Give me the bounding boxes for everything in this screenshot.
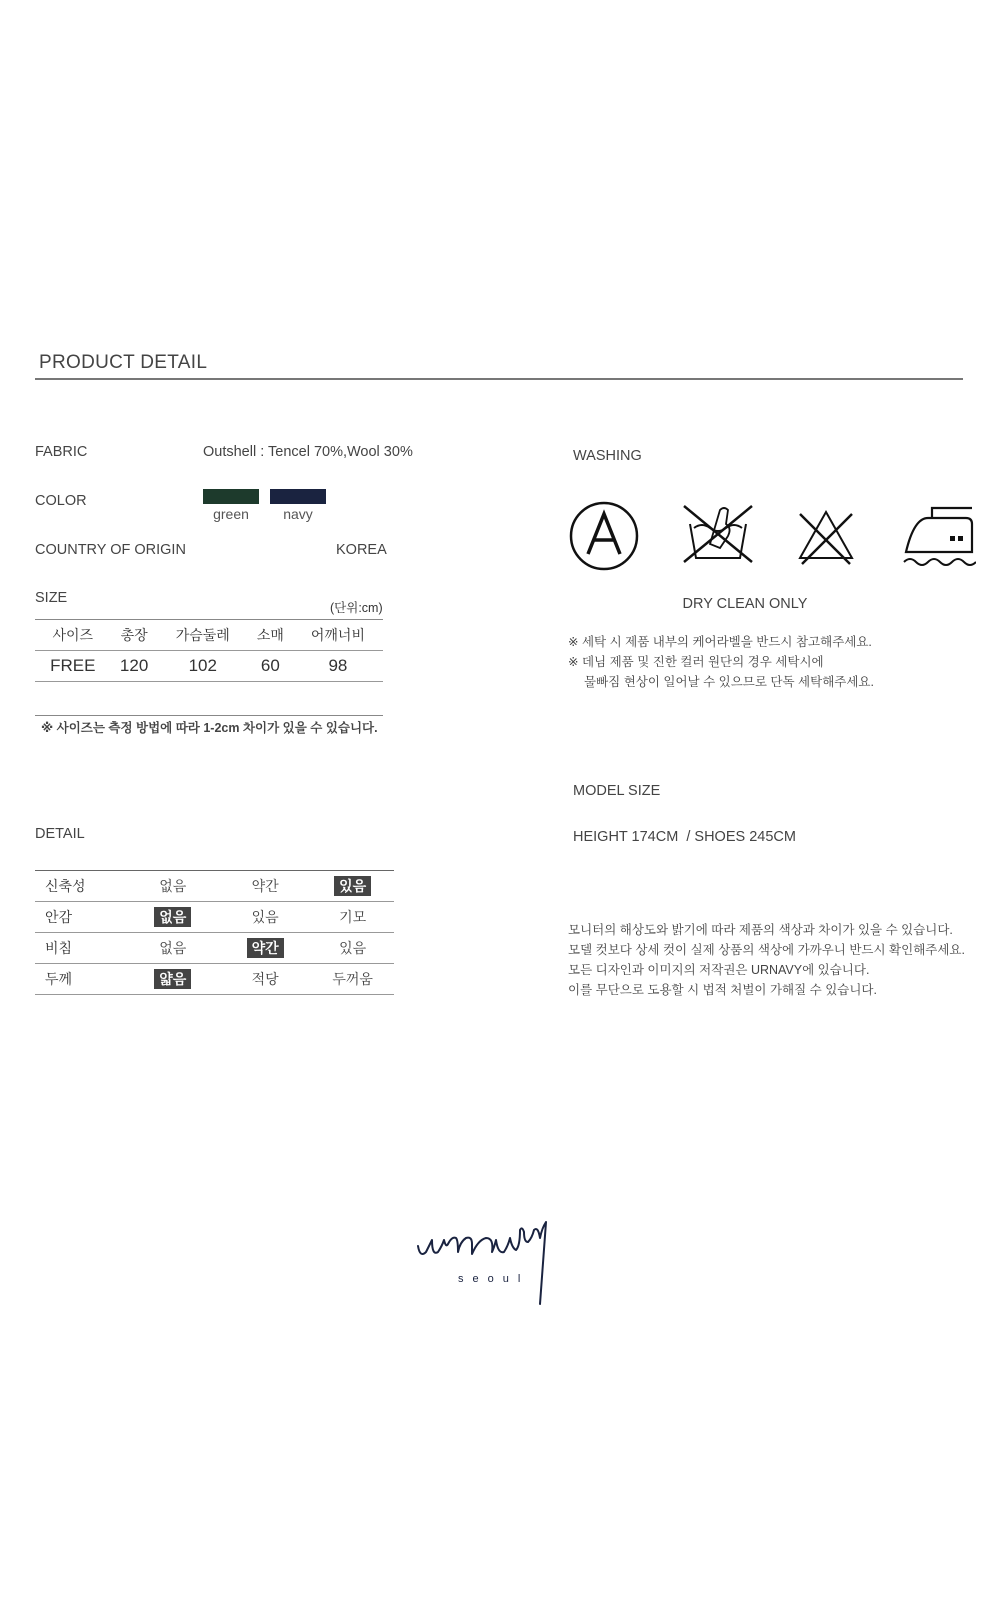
size-cell: 120: [111, 651, 158, 682]
disclaimer-line: 이를 무단으로 도용할 시 법적 처벌이 가해질 수 있습니다.: [568, 983, 877, 997]
disclaimer-line: 모든 디자인과 이미지의 저작권은 URNAVY에 있습니다.: [568, 963, 870, 977]
size-header: 어깨너비: [293, 620, 383, 651]
detail-option: 두꺼움: [332, 971, 373, 987]
detail-row-label: 두께: [35, 964, 127, 995]
dry-clean-a-icon: [568, 500, 640, 572]
washing-label: WASHING: [573, 448, 642, 464]
size-label: SIZE: [35, 590, 68, 606]
detail-option: 있음: [339, 940, 367, 956]
no-hand-wash-icon: [682, 500, 754, 572]
color-swatch-green: [203, 489, 259, 504]
origin-label: COUNTRY OF ORIGIN: [35, 542, 186, 558]
size-cell: 98: [293, 651, 383, 682]
color-label: COLOR: [35, 493, 87, 509]
washing-note: ※ 세탁 시 제품 내부의 케어라벨을 반드시 참고해주세요.: [568, 635, 872, 649]
detail-option: 기모: [339, 909, 367, 925]
page-title: PRODUCT DETAIL: [39, 352, 208, 373]
size-cell: FREE: [35, 651, 111, 682]
washing-instruction: DRY CLEAN ONLY: [682, 596, 808, 612]
detail-option: 있음: [251, 909, 279, 925]
model-size-value: HEIGHT 174CM / SHOES 245CM: [573, 829, 796, 845]
size-header: 가슴둘레: [158, 620, 248, 651]
table-row: [35, 933, 394, 964]
washing-note: ※ 데님 제품 및 진한 컬러 원단의 경우 세탁시에: [568, 655, 824, 669]
color-swatch-label: green: [213, 506, 249, 522]
size-table: [35, 619, 383, 682]
size-header: 총장: [111, 620, 158, 651]
size-cell: 102: [158, 651, 248, 682]
detail-row-label: 안감: [35, 902, 127, 933]
fabric-label: FABRIC: [35, 444, 88, 460]
iron-low-icon: [902, 500, 976, 572]
table-row: [35, 651, 383, 682]
size-unit: (단위:cm): [330, 601, 383, 615]
detail-option: 없음: [154, 907, 191, 927]
detail-option: 약간: [247, 938, 284, 958]
no-bleach-icon: [790, 500, 862, 572]
model-size-label: MODEL SIZE: [573, 783, 661, 799]
detail-option: 없음: [159, 878, 187, 894]
detail-option: 있음: [334, 876, 371, 896]
disclaimer-line: 모델 컷보다 상세 컷이 실제 상품의 색상에 가까우니 반드시 확인해주세요.: [568, 943, 965, 957]
urnavy-logo: [414, 1218, 564, 1314]
washing-note: 물빠짐 현상이 일어날 수 있으므로 단독 세탁해주세요.: [584, 675, 874, 689]
origin-value: KOREA: [336, 542, 387, 558]
size-cell: 60: [248, 651, 293, 682]
detail-label: DETAIL: [35, 826, 85, 842]
detail-option: 없음: [159, 940, 187, 956]
title-divider: [35, 378, 963, 380]
size-header: 소매: [248, 620, 293, 651]
detail-row-label: 비침: [35, 933, 127, 964]
table-row: [35, 964, 394, 995]
color-swatch-label: navy: [283, 506, 313, 522]
detail-row-label: 신축성: [35, 871, 127, 902]
size-header: 사이즈: [35, 620, 111, 651]
size-note: ※ 사이즈는 측정 방법에 따라 1-2cm 차이가 있을 수 있습니다.: [41, 721, 378, 735]
detail-option: 적당: [251, 971, 279, 987]
size-divider: [35, 715, 383, 716]
detail-table: [35, 870, 394, 995]
detail-option: 얇음: [154, 969, 191, 989]
logo-sub: seoul: [458, 1273, 530, 1285]
table-row: [35, 902, 394, 933]
fabric-value: Outshell : Tencel 70%,Wool 30%: [203, 444, 413, 460]
detail-option: 약간: [251, 878, 279, 894]
table-row: [35, 871, 394, 902]
disclaimer-line: 모니터의 해상도와 밝기에 따라 제품의 색상과 차이가 있을 수 있습니다.: [568, 923, 953, 937]
color-swatch-navy: [270, 489, 326, 504]
